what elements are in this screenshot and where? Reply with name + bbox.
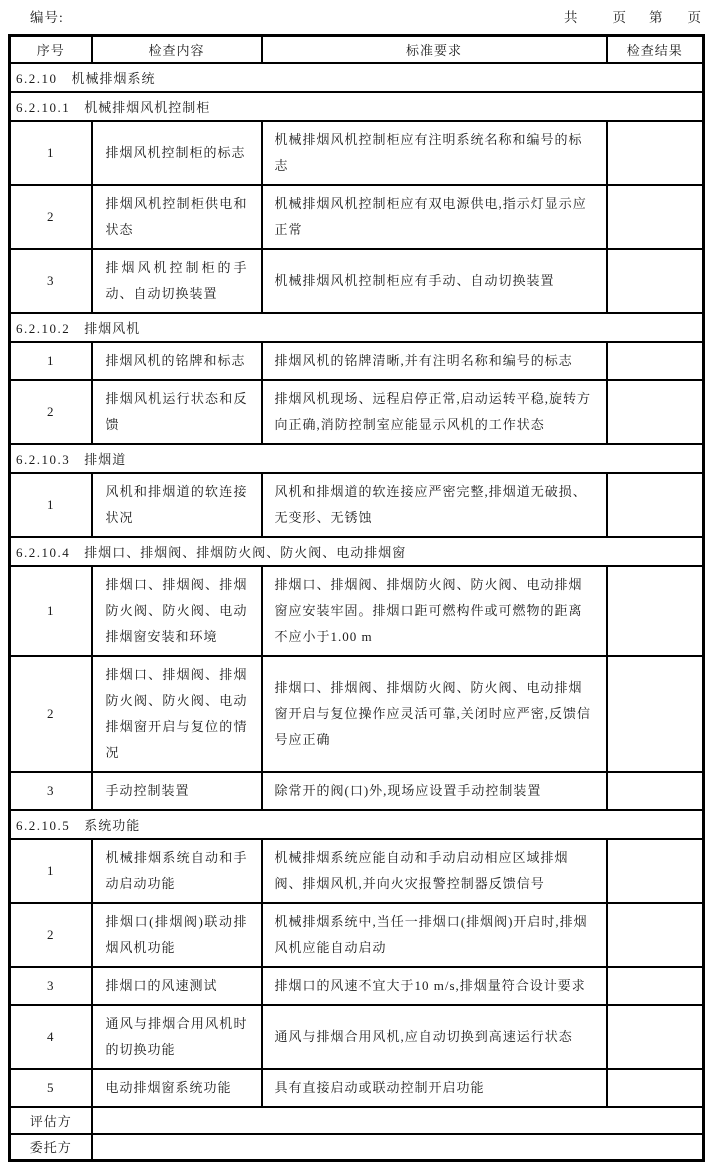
item-number: 2 — [10, 380, 92, 444]
evaluator-label: 评估方 — [10, 1107, 92, 1134]
item-result — [607, 249, 704, 313]
section-row — [10, 63, 704, 92]
header-row — [10, 36, 704, 63]
item-standard: 通风与排烟合用风机,应自动切换到高速运行状态 — [262, 1005, 607, 1069]
item-number: 2 — [10, 656, 92, 772]
inspection-checklist-table — [8, 34, 705, 1162]
section-title: 排烟口、排烟阀、排烟防火阀、防火阀、电动排烟窗 — [84, 544, 407, 560]
footer-row-client — [10, 1134, 704, 1161]
item-result — [607, 903, 704, 967]
item-row — [10, 566, 704, 656]
section-title: 系统功能 — [84, 817, 141, 833]
item-standard: 排烟口、排烟阀、排烟防火阀、防火阀、电动排烟窗应安装牢固。排烟口距可燃构件或可燃物的距离不应小于1.00 m — [262, 566, 607, 656]
item-number: 5 — [10, 1069, 92, 1107]
section-code: 6.2.10.2 — [16, 320, 71, 336]
item-result — [607, 566, 704, 656]
section-cell — [10, 444, 704, 473]
item-row — [10, 249, 704, 313]
checklist-table-footer — [10, 1107, 704, 1161]
item-result — [607, 656, 704, 772]
section-code: 6.2.10.4 — [16, 544, 71, 560]
column-header-standard: 标准要求 — [262, 36, 607, 63]
item-number: 4 — [10, 1005, 92, 1069]
item-content: 排烟风机的铭牌和标志 — [92, 342, 262, 380]
item-number: 2 — [10, 185, 92, 249]
doc-number-label: 编号: — [30, 10, 64, 25]
item-row — [10, 903, 704, 967]
column-header-result: 检查结果 — [607, 36, 704, 63]
section-code: 6.2.10 — [16, 70, 58, 86]
item-content: 排烟口(排烟阀)联动排烟风机功能 — [92, 903, 262, 967]
footer-row-evaluator — [10, 1107, 704, 1134]
item-row — [10, 1069, 704, 1107]
item-result — [607, 967, 704, 1005]
item-result — [607, 473, 704, 537]
item-content: 排烟口、排烟阀、排烟防火阀、防火阀、电动排烟窗安装和环境 — [92, 566, 262, 656]
pagination-total-pages-label: 页 — [612, 10, 627, 25]
item-result — [607, 185, 704, 249]
item-content: 排烟口的风速测试 — [92, 967, 262, 1005]
item-number: 1 — [10, 342, 92, 380]
item-row — [10, 656, 704, 772]
item-number: 1 — [10, 121, 92, 185]
pagination — [564, 6, 702, 26]
item-result — [607, 342, 704, 380]
section-code: 6.2.10.5 — [16, 817, 71, 833]
item-row — [10, 967, 704, 1005]
section-row — [10, 313, 704, 342]
item-standard: 除常开的阀(口)外,现场应设置手动控制装置 — [262, 772, 607, 810]
item-content: 排烟风机控制柜的手动、自动切换装置 — [92, 249, 262, 313]
section-title: 机械排烟系统 — [71, 70, 156, 86]
item-number: 3 — [10, 772, 92, 810]
section-code: 6.2.10.1 — [16, 99, 71, 115]
column-header-content: 检查内容 — [92, 36, 262, 63]
item-content: 机械排烟系统自动和手动启动功能 — [92, 839, 262, 903]
item-row — [10, 185, 704, 249]
section-cell — [10, 92, 704, 121]
column-header-serial: 序号 — [10, 36, 92, 63]
item-row — [10, 380, 704, 444]
section-row — [10, 810, 704, 839]
item-standard: 机械排烟系统中,当任一排烟口(排烟阀)开启时,排烟风机应能自动启动 — [262, 903, 607, 967]
item-content: 排烟风机控制柜的标志 — [92, 121, 262, 185]
section-cell — [10, 313, 704, 342]
pagination-current-page-label: 页 — [687, 10, 702, 25]
item-result — [607, 772, 704, 810]
section-cell — [10, 63, 704, 92]
item-row — [10, 473, 704, 537]
item-number: 3 — [10, 249, 92, 313]
pagination-total-label: 共 — [564, 10, 579, 25]
section-row — [10, 444, 704, 473]
item-row — [10, 1005, 704, 1069]
checklist-table-body — [10, 63, 704, 1107]
item-standard: 机械排烟风机控制柜应有双电源供电,指示灯显示应正常 — [262, 185, 607, 249]
client-value-cell — [92, 1134, 704, 1161]
checklist-table-head — [10, 36, 704, 63]
item-standard: 机械排烟系统应能自动和手动启动相应区域排烟阀、排烟风机,并向火灾报警控制器反馈信号 — [262, 839, 607, 903]
item-result — [607, 1069, 704, 1107]
item-number: 3 — [10, 967, 92, 1005]
item-standard: 风机和排烟道的软连接应严密完整,排烟道无破损、无变形、无锈蚀 — [262, 473, 607, 537]
section-cell — [10, 810, 704, 839]
item-content: 排烟风机控制柜供电和状态 — [92, 185, 262, 249]
section-code: 6.2.10.3 — [16, 451, 71, 467]
item-number: 2 — [10, 903, 92, 967]
item-standard: 排烟风机的铭牌清晰,并有注明名称和编号的标志 — [262, 342, 607, 380]
item-result — [607, 380, 704, 444]
item-result — [607, 1005, 704, 1069]
item-standard: 排烟口、排烟阀、排烟防火阀、防火阀、电动排烟窗开启与复位操作应灵活可靠,关闭时应严密,反馈信号应正确 — [262, 656, 607, 772]
item-standard: 机械排烟风机控制柜应有注明系统名称和编号的标志 — [262, 121, 607, 185]
item-content: 通风与排烟合用风机时的切换功能 — [92, 1005, 262, 1069]
page-topbar — [8, 6, 704, 34]
item-standard: 排烟口的风速不宜大于10 m/s,排烟量符合设计要求 — [262, 967, 607, 1005]
item-content: 排烟风机运行状态和反馈 — [92, 380, 262, 444]
item-standard: 排烟风机现场、远程启停正常,启动运转平稳,旋转方向正确,消防控制室应能显示风机的工作状态 — [262, 380, 607, 444]
item-standard: 机械排烟风机控制柜应有手动、自动切换装置 — [262, 249, 607, 313]
item-number: 1 — [10, 839, 92, 903]
item-content: 风机和排烟道的软连接状况 — [92, 473, 262, 537]
section-row — [10, 92, 704, 121]
section-title: 排烟道 — [84, 451, 127, 467]
section-title: 排烟风机 — [84, 320, 141, 336]
item-row — [10, 839, 704, 903]
item-result — [607, 121, 704, 185]
pagination-ordinal-label: 第 — [649, 10, 664, 25]
client-label: 委托方 — [10, 1134, 92, 1161]
item-content: 电动排烟窗系统功能 — [92, 1069, 262, 1107]
item-content: 排烟口、排烟阀、排烟防火阀、防火阀、电动排烟窗开启与复位的情况 — [92, 656, 262, 772]
section-cell — [10, 537, 704, 566]
item-result — [607, 839, 704, 903]
item-row — [10, 342, 704, 380]
item-row — [10, 121, 704, 185]
item-row — [10, 772, 704, 810]
section-row — [10, 537, 704, 566]
item-number: 1 — [10, 566, 92, 656]
item-content: 手动控制装置 — [92, 772, 262, 810]
section-title: 机械排烟风机控制柜 — [84, 99, 211, 115]
item-number: 1 — [10, 473, 92, 537]
item-standard: 具有直接启动或联动控制开启功能 — [262, 1069, 607, 1107]
evaluator-value-cell — [92, 1107, 704, 1134]
